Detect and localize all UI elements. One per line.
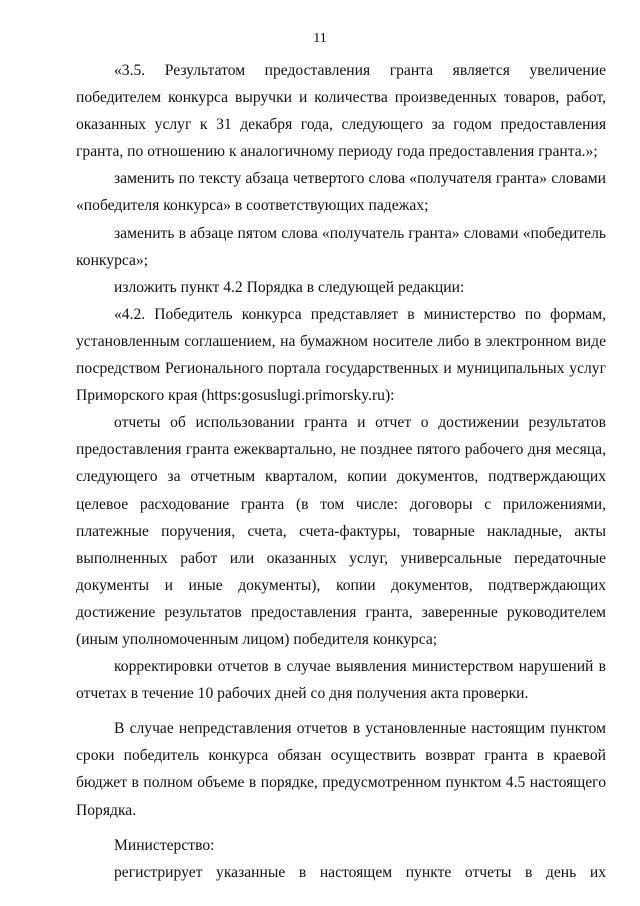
paragraph-restate-4-2: изложить пункт 4.2 Порядка в следующей редакции:: [114, 278, 465, 296]
paragraph-report-corrections: корректировки отчетов в случае выявления министерством нарушений в отчетах в течение 10 рабочих дней со дня получения акта проверки.: [76, 658, 606, 703]
paragraph-replace-paragraph-four: заменить по тексту абзаца четвертого слова «получателя гранта» словами «победителя конкурса» в соответствующих падежах;: [76, 170, 606, 215]
paragraph-replace-paragraph-five: заменить в абзаце пятом слова «получатель гранта» словами «победитель конкурса»;: [76, 224, 606, 269]
paragraph-reports-list: отчеты об использовании гранта и отчет о достижении результатов предоставления гранта ежеквартально, не позднее пятого рабочего дня месяца, следующего за отчетным кварталом, копии документов, подтверждающих целевое расходование гранта (в том числе: договоры с приложениями, платежные поручения, счета, счета-фактуры, товарные накладные, акты выполненных работ или оказанных услуг, универсальные передаточные документы и иные документы), копии документов, подтверждающих достижение результатов предоставления гранта, заверенные руководителем (иным уполномоченным лицом) победителя конкурса;: [76, 414, 606, 648]
paragraph-registers: регистрирует указанные в настоящем пункте отчеты в день их: [114, 863, 606, 881]
paragraph-non-submission: В случае непредставления отчетов в установленные настоящим пунктом сроки победитель конкурса обязан осуществить возврат гранта в краевой бюджет в полном объеме в порядке, предусмотренном пунктом 4.5 настоящего Порядка.: [76, 720, 606, 819]
document-body: [76, 57, 606, 886]
page-number: 11: [313, 31, 327, 46]
paragraph-4-2-winner-submits: «4.2. Победитель конкурса представляет в министерство по формам, установленным соглашением, на бумажном носителе либо в электронном виде посредством Регионального портала государственных и муниципальных услуг Приморского края (https:gosuslugi.primorsky.ru):: [76, 305, 606, 405]
paragraph-3-5-result: «3.5. Результатом предоставления гранта является увеличение победителем конкурса выручки и количества произведенных товаров, работ, оказанных услуг к 31 декабря года, следующего за годом предоставления гранта, по отношению к аналогичному периоду года предоставления гранта.»;: [76, 62, 606, 161]
paragraph-ministry: Министерство:: [114, 836, 215, 854]
